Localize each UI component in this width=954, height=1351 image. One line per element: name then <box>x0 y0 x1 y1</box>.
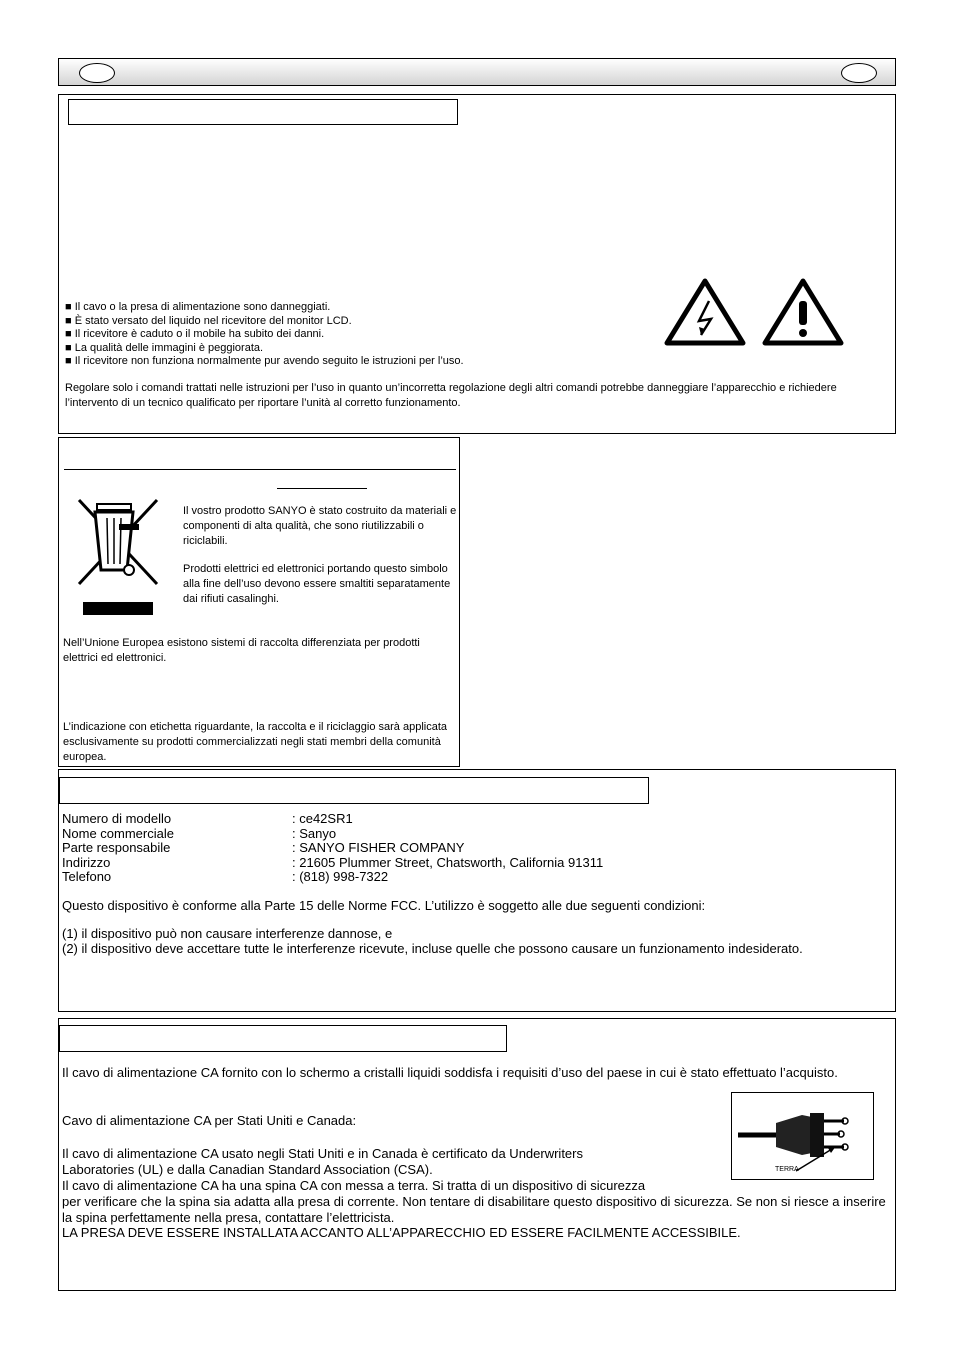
safety-heading-box <box>68 99 458 125</box>
power-heading-box <box>59 1025 507 1052</box>
list-item: ■ Il cavo o la presa di alimentazione sono danneggiati. <box>65 301 331 313</box>
list-item: ■ È stato versato del liquido nel ricevitore del monitor LCD. <box>65 314 352 327</box>
table-row: Telefono : (818) 998-7322 <box>62 869 389 884</box>
warning-symbols-icon <box>663 275 853 349</box>
recycling-text-4: L’indicazione con etichetta riguardante, la raccolta e il riciclaggio sarà applicata esclusivamente su prodotti commercializzati negli stati membri della comunità europea. <box>63 721 448 763</box>
power-line-4: per verificare che la spina sia adatta alla presa di corrente. Non tentare di disabilitare questo dispositivo di sicurezza. Se non si riesce a inserire la spina perfettamente nella presa, contattare l’elettricista. <box>62 1194 886 1225</box>
power-line-3: Il cavo di alimentazione CA ha una spina CA con messa a terra. Si tratta di un dispositivo di sicurezza <box>62 1178 646 1193</box>
safety-bullet-list <box>65 301 655 369</box>
power-subheading: Cavo di alimentazione CA per Stati Uniti e Canada: <box>62 1113 357 1128</box>
subheading-rule <box>277 488 367 489</box>
page-header-bar <box>58 58 896 86</box>
fcc-heading-box <box>59 777 649 804</box>
ground-label: TERRA <box>775 1166 799 1173</box>
fcc-section <box>58 769 896 1012</box>
list-item: ■ La qualità delle immagini è peggiorata. <box>65 341 264 354</box>
language-badge-left <box>79 63 115 83</box>
grounded-plug-icon <box>732 1093 873 1179</box>
safety-note: Regolare solo i comandi trattati nelle istruzioni per l’uso in quanto un’incorretta regolazione degli altri comandi potrebbe danneggiare l’apparecchio e richiedere l’intervento di un tecnico qualificato per riportare l’unità al corretto funzionamento. <box>65 382 837 409</box>
fcc-info-table <box>62 812 862 885</box>
power-intro: Il cavo di alimentazione CA fornito con lo schermo a cristalli liquidi soddisfa i requisiti d’uso del paese in cui è stato effettuato l’acquisto. <box>62 1065 838 1080</box>
table-row: Indirizzo : 21605 Plummer Street, Chatsworth, California 91311 <box>62 854 604 870</box>
language-badge-right <box>841 63 877 83</box>
safety-section <box>58 94 896 434</box>
recycling-text-2: Prodotti elettrici ed elettronici portando questo simbolo alla fine dell’uso devono essere smaltiti separatamente dai rifiuti casalinghi. <box>183 563 451 605</box>
grounded-plug-figure <box>731 1092 874 1180</box>
fcc-condition-2: (2) il dispositivo deve accettare tutte le interferenze ricevute, incluse quelle che possono causare un funzionamento indesiderato. <box>62 941 803 956</box>
recycling-text-3: Nell’Unione Europea esistono sistemi di raccolta differenziata per prodotti elettrici ed elettronici. <box>63 637 420 664</box>
table-row: Nome commerciale : Sanyo <box>62 825 337 841</box>
power-line-2: Laboratories (UL) e dalla Canadian Standard Association (CSA). <box>62 1162 433 1177</box>
table-row: Numero di modello : ce42SR1 <box>62 811 353 826</box>
recycling-section <box>58 437 460 767</box>
power-line-1: Il cavo di alimentazione CA usato negli Stati Uniti e in Canada è certificato da Underwriters <box>62 1146 583 1161</box>
list-item: ■ Il ricevitore è caduto o il mobile ha subito dei danni. <box>65 328 325 340</box>
heading-rule <box>64 469 456 470</box>
power-line-5: LA PRESA DEVE ESSERE INSTALLATA ACCANTO ALL’APPARECCHIO ED ESSERE FACILMENTE ACCESSIBILE. <box>62 1225 741 1240</box>
table-row: Parte responsabile : SANYO FISHER COMPANY <box>62 840 465 855</box>
power-cord-section <box>58 1018 896 1291</box>
fcc-condition-1: (1) il dispositivo può non causare interferenze dannose, e <box>62 926 393 941</box>
list-item: ■ Il ricevitore non funziona normalmente pur avendo seguito le istruzioni per l’uso. <box>65 355 464 367</box>
recycling-text-1: Il vostro prodotto SANYO è stato costruito da materiali e componenti di alta qualità, che sono riutilizzabili o riciclabili. <box>183 505 457 547</box>
fcc-statement: Questo dispositivo è conforme alla Parte 15 delle Norme FCC. L’utilizzo è soggetto alle due seguenti condizioni: <box>62 898 706 913</box>
crossed-bin-icon <box>73 496 163 616</box>
